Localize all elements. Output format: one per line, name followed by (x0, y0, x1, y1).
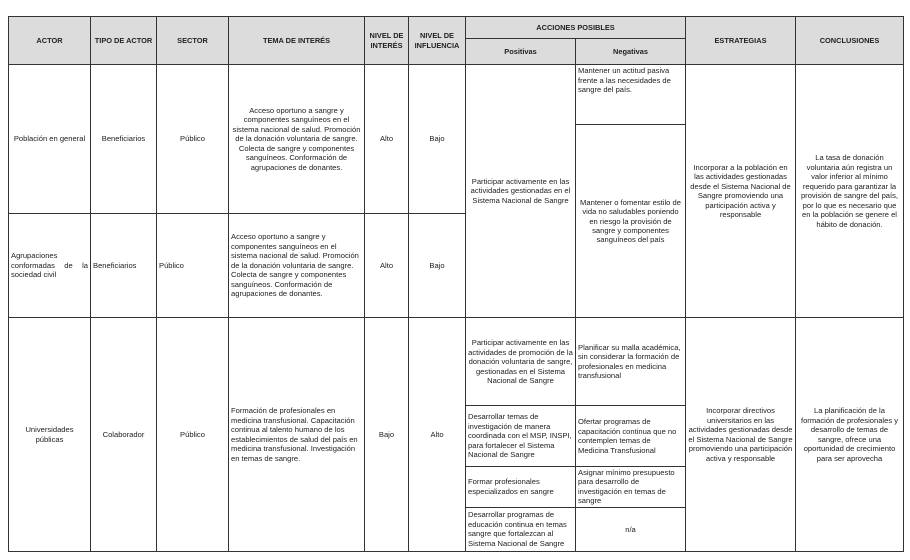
header-tipo-actor: TIPO DE ACTOR (91, 17, 157, 65)
cell-positiva: Participar activamente en las actividades gestionadas en el Sistema Nacional de Sangre (466, 65, 576, 318)
cell-negativa: Mantener o fomentar estilo de vida no saludables poniendo en riesgo la provisión de sangre y componentes sanguíneos del país (576, 125, 686, 318)
header-positivas: Positivas (466, 39, 576, 65)
cell-negativa: Ofertar programas de capacitación continua que no contemplen temas de Medicina Transfusional (576, 406, 686, 466)
header-actor: ACTOR (9, 17, 91, 65)
cell-actor: Población en general (9, 65, 91, 214)
header-negativas: Negativas (576, 39, 686, 65)
cell-nivel-interes: Bajo (365, 318, 409, 552)
cell-actor: Agrupaciones conformadas de la sociedad civil (9, 213, 91, 317)
cell-nivel-influencia: Bajo (409, 65, 466, 214)
cell-sector: Público (157, 213, 229, 317)
cell-tipo-actor: Beneficiarios (91, 213, 157, 317)
cell-negativa: Mantener un actitud pasiva frente a las necesidades de sangre del país. (576, 65, 686, 125)
cell-nivel-influencia: Alto (409, 318, 466, 552)
cell-nivel-interes: Alto (365, 65, 409, 214)
header-sector: SECTOR (157, 17, 229, 65)
cell-negativa: Asignar mínimo presupuesto para desarrollo de investigación en temas de sangre (576, 466, 686, 507)
cell-conclusion: La planificación de la formación de profesionales y desarrollo de temas de sangre, ofrece una oportunidad de crecimiento para ser aprovecha (796, 318, 904, 552)
cell-nivel-interes: Alto (365, 213, 409, 317)
header-nivel-influencia: NIVEL DE INFLUENCIA (409, 17, 466, 65)
cell-estrategia: Incorporar directivos universitarios en las actividades gestionadas desde el Sistema Nacional de Sangre promoviendo una participación activa y responsable (686, 318, 796, 552)
cell-estrategia: Incorporar a la población en las actividades gestionadas desde el Sistema Nacional de Sangre promoviendo una participación activa y responsable (686, 65, 796, 318)
cell-tipo-actor: Colaborador (91, 318, 157, 552)
cell-negativa: n/a (576, 507, 686, 551)
header-conclusiones: CONCLUSIONES (796, 17, 904, 65)
cell-positiva: Desarrollar temas de investigación de manera coordinada con el MSP, INSPI, para fortalecer el Sistema Nacional de Sangre (466, 406, 576, 466)
stakeholder-table (8, 16, 904, 552)
cell-sector: Público (157, 65, 229, 214)
cell-tipo-actor: Beneficiarios (91, 65, 157, 214)
cell-negativa: Planificar su malla académica, sin considerar la formación de profesionales en medicina transfusional (576, 318, 686, 406)
header-nivel-interes: NIVEL DE INTERÉS (365, 17, 409, 65)
cell-sector: Público (157, 318, 229, 552)
cell-tema-interes: Acceso oportuno a sangre y componentes sanguíneos en el sistema nacional de salud. Promoción de la donación voluntaria de sangre. Colecta de sangre y componentes sanguíneos. Conformación de agrupaciones de donantes. (229, 213, 365, 317)
header-tema-interes: TEMA DE INTERÉS (229, 17, 365, 65)
cell-nivel-influencia: Bajo (409, 213, 466, 317)
cell-tema-interes: Formación de profesionales en medicina transfusional. Capacitación continua al talento humano de los establecimientos de salud del país en medicina transfusional. Investigación en temas de sangre. (229, 318, 365, 552)
header-estrategias: ESTRATEGIAS (686, 17, 796, 65)
cell-positiva: Formar profesionales especializados en sangre (466, 466, 576, 507)
cell-positiva: Participar activamente en las actividades de promoción de la donación voluntaria de sangre, gestionadas en el Sistema Nacional de Sangre (466, 318, 576, 406)
cell-tema-interes: Acceso oportuno a sangre y componentes sanguíneos en el sistema nacional de salud. Promoción de la donación voluntaria de sangre. Colecta de sangre y componentes sanguíneos. Conformación de agrupaciones de donantes. (229, 65, 365, 214)
header-acciones-posibles: ACCIONES POSIBLES (466, 17, 686, 39)
table-row (9, 65, 904, 125)
cell-positiva: Desarrollar programas de educación continua en temas sangre que fortalezcan al Sistema Nacional de Sangre (466, 507, 576, 551)
cell-actor: Universidades públicas (9, 318, 91, 552)
table-row (9, 318, 904, 406)
cell-conclusion: La tasa de donación voluntaria aún registra un valor inferior al mínimo requerido para garantizar la provisión de sangre del país, por lo que es necesario que en la población se genere el hábito de donación. (796, 65, 904, 318)
